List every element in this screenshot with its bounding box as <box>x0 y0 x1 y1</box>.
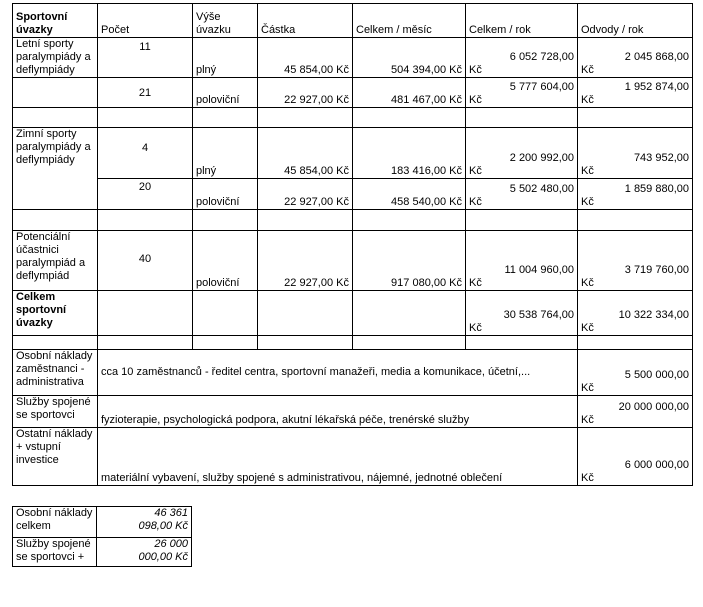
row-label: Letní sporty paralympiády a deflympiády <box>13 38 98 78</box>
table-row <box>13 428 693 486</box>
value-cell <box>578 350 693 396</box>
total-row <box>13 291 693 336</box>
table-row <box>13 78 693 108</box>
summary-row <box>13 507 192 538</box>
value-currency: Kč <box>581 472 594 484</box>
year-value: 5 502 480,00 <box>509 183 574 195</box>
header-cell: Sportovní úvazky <box>13 4 98 38</box>
amount-cell: 45 854,00 Kč <box>258 38 353 78</box>
value-amount: 20 000 000,00 <box>618 401 689 413</box>
summary-table <box>12 506 192 567</box>
spacer-row <box>13 108 693 128</box>
month-cell: 183 416,00 Kč <box>353 128 466 179</box>
levy-currency: Kč <box>581 196 594 208</box>
summary-value-line: 098,00 Kč <box>138 520 188 532</box>
year-cell <box>466 179 578 210</box>
table-row <box>13 350 693 396</box>
spacer-row <box>13 210 693 231</box>
levy-currency: Kč <box>581 64 594 76</box>
table-row <box>13 38 693 78</box>
year-cell <box>466 231 578 291</box>
levy-cell <box>578 38 693 78</box>
levy-value: 10 322 334,00 <box>618 309 689 321</box>
description-cell: cca 10 zaměstnanců - ředitel centra, sportovní manažeři, media a komunikace, účetní,... <box>98 350 578 396</box>
row-label: Ostatní náklady + vstupní investice <box>13 428 98 486</box>
level-cell: plný <box>193 38 258 78</box>
level-cell: poloviční <box>193 179 258 210</box>
count-cell: 21 <box>98 78 193 108</box>
month-cell: 917 080,00 Kč <box>353 231 466 291</box>
row-label: Potenciální účastnici paralympiád a deflympiád <box>13 231 98 291</box>
description-cell: fyzioterapie, psychologická podpora, akutní lékařská péče, trenérské služby <box>98 396 578 428</box>
count-cell: 20 <box>98 179 193 210</box>
levy-cell <box>578 128 693 179</box>
header-cell: Odvody / rok <box>578 4 693 38</box>
summary-row <box>13 538 192 567</box>
header-cell: Celkem / měsíc <box>353 4 466 38</box>
count-cell: 40 <box>98 231 193 291</box>
row-label: Osobní náklady zaměstnanci - administrativa <box>13 350 98 396</box>
count-cell: 4 <box>98 128 193 179</box>
year-value: 2 200 992,00 <box>509 152 574 164</box>
summary-value-line: 46 361 <box>154 507 188 519</box>
amount-cell: 45 854,00 Kč <box>258 128 353 179</box>
empty-cell <box>13 78 98 108</box>
year-value: 5 777 604,00 <box>509 81 574 93</box>
description-cell: materiální vybavení, služby spojené s administrativou, nájemné, jednotné oblečení <box>98 428 578 486</box>
table-row <box>13 128 693 179</box>
summary-value-line: 000,00 Kč <box>138 551 188 563</box>
summary-label: Služby spojené se sportovci + <box>13 538 97 567</box>
levy-cell <box>578 179 693 210</box>
spacer-row <box>13 336 693 350</box>
summary-value-line: 26 000 <box>154 538 188 550</box>
levy-value: 3 719 760,00 <box>624 264 689 276</box>
row-label: Služby spojené se sportovci <box>13 396 98 428</box>
levy-cell <box>578 78 693 108</box>
value-cell <box>578 428 693 486</box>
row-label: Celkem sportovní úvazky <box>13 291 98 336</box>
levy-currency: Kč <box>581 165 594 177</box>
header-cell: Celkem / rok <box>466 4 578 38</box>
year-currency: Kč <box>469 64 482 76</box>
year-currency: Kč <box>469 277 482 289</box>
value-currency: Kč <box>581 382 594 394</box>
year-cell <box>466 128 578 179</box>
amount-cell: 22 927,00 Kč <box>258 78 353 108</box>
header-row <box>13 4 693 38</box>
summary-value <box>97 538 192 567</box>
level-cell: plný <box>193 128 258 179</box>
levy-currency: Kč <box>581 94 594 106</box>
levy-currency: Kč <box>581 277 594 289</box>
amount-cell: 22 927,00 Kč <box>258 179 353 210</box>
table-row <box>13 231 693 291</box>
levy-cell <box>578 231 693 291</box>
year-value: 11 004 960,00 <box>504 264 574 276</box>
year-currency: Kč <box>469 165 482 177</box>
year-cell <box>466 78 578 108</box>
year-currency: Kč <box>469 322 482 334</box>
year-cell <box>466 38 578 78</box>
header-cell: Výše úvazku <box>193 4 258 38</box>
value-currency: Kč <box>581 414 594 426</box>
year-value: 6 052 728,00 <box>509 51 574 63</box>
year-currency: Kč <box>469 94 482 106</box>
value-amount: 5 500 000,00 <box>624 369 689 381</box>
row-label: Zimní sporty paralympiády a deflympiády <box>13 128 98 210</box>
table-row <box>13 179 693 210</box>
summary-label: Osobní náklady celkem <box>13 507 97 538</box>
levy-value: 2 045 868,00 <box>624 51 689 63</box>
levy-currency: Kč <box>581 322 594 334</box>
levy-cell <box>578 291 693 336</box>
amount-cell: 22 927,00 Kč <box>258 231 353 291</box>
count-cell: 11 <box>98 38 193 78</box>
level-cell: poloviční <box>193 231 258 291</box>
value-cell <box>578 396 693 428</box>
month-cell: 481 467,00 Kč <box>353 78 466 108</box>
levy-value: 1 859 880,00 <box>624 183 689 195</box>
value-amount: 6 000 000,00 <box>624 459 689 471</box>
levy-value: 1 952 874,00 <box>624 81 689 93</box>
table-row <box>13 396 693 428</box>
levy-value: 743 952,00 <box>633 152 689 164</box>
year-currency: Kč <box>469 196 482 208</box>
budget-table <box>12 3 693 486</box>
month-cell: 458 540,00 Kč <box>353 179 466 210</box>
header-cell: Částka <box>258 4 353 38</box>
header-cell: Počet <box>98 4 193 38</box>
summary-value <box>97 507 192 538</box>
month-cell: 504 394,00 Kč <box>353 38 466 78</box>
year-value: 30 538 764,00 <box>503 309 574 321</box>
level-cell: poloviční <box>193 78 258 108</box>
year-cell <box>466 291 578 336</box>
